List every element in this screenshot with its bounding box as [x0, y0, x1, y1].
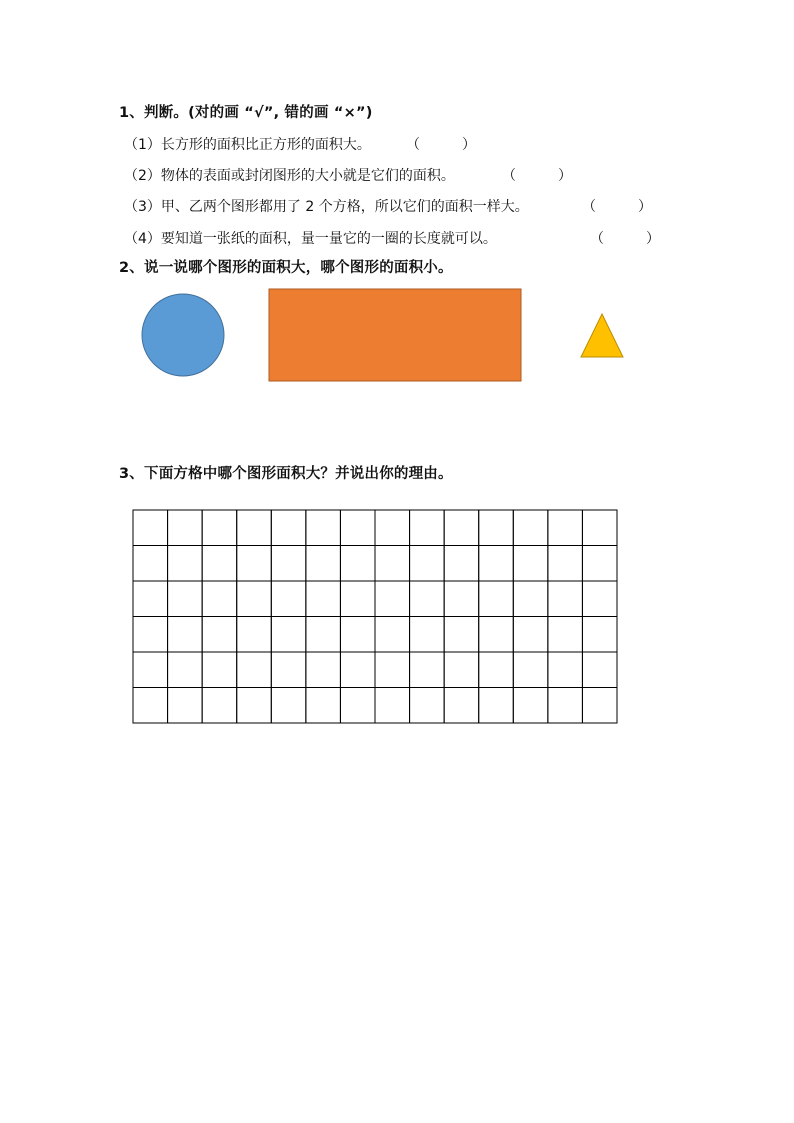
- grid-cell: [271, 581, 306, 617]
- grid-cell: [410, 652, 445, 688]
- grid-cell: [168, 546, 203, 582]
- grid-cell: [582, 617, 617, 653]
- item-text: （1）长方形的面积比正方形的面积大。: [124, 137, 371, 153]
- grid-cell: [168, 652, 203, 688]
- grid-cell: [168, 510, 203, 546]
- grid-cell: [133, 546, 168, 582]
- grid-cell: [168, 581, 203, 617]
- grid-cell: [548, 652, 583, 688]
- grid-cell: [582, 652, 617, 688]
- answer-paren-1[interactable]: （ ）: [406, 137, 476, 153]
- question-1-heading: 1、判断。(对的画 “√”, 错的画 “×”): [119, 105, 373, 121]
- grid-cell: [548, 688, 583, 724]
- grid-cell: [133, 652, 168, 688]
- grid-cell: [513, 688, 548, 724]
- grid-cell: [410, 581, 445, 617]
- grid-cell: [548, 617, 583, 653]
- question-2-heading: 2、说一说哪个图形的面积大，哪个图形的面积小。: [119, 260, 453, 276]
- grid-cell: [306, 581, 341, 617]
- grid-cell: [479, 581, 514, 617]
- item-text: （4）要知道一张纸的面积，量一量它的一圈的长度就可以。: [124, 231, 497, 247]
- grid-cell: [410, 617, 445, 653]
- question-3-heading: 3、下面方格中哪个图形面积大？并说出你的理由。: [119, 466, 453, 482]
- grid-cell: [271, 510, 306, 546]
- grid-cell: [582, 546, 617, 582]
- grid-cell: [444, 652, 479, 688]
- grid-cell: [479, 688, 514, 724]
- grid-cell: [375, 688, 410, 724]
- grid-cell: [513, 617, 548, 653]
- shapes-figure: [0, 0, 794, 400]
- grid-cell: [444, 688, 479, 724]
- grid-cell: [271, 652, 306, 688]
- grid-cell: [479, 617, 514, 653]
- yellow-triangle: [581, 314, 623, 357]
- answer-paren-2[interactable]: （ ）: [502, 168, 572, 184]
- answer-paren-4[interactable]: （ ）: [590, 231, 660, 247]
- grid-cell: [306, 510, 341, 546]
- grid-cell: [202, 510, 237, 546]
- grid-cell: [479, 652, 514, 688]
- grid-cell: [340, 581, 375, 617]
- grid-cell: [410, 688, 445, 724]
- grid-cell: [375, 546, 410, 582]
- grid-cell: [375, 510, 410, 546]
- grid-cell: [548, 581, 583, 617]
- blue-circle: [142, 294, 224, 376]
- grid-cell: [271, 688, 306, 724]
- grid-cell: [513, 652, 548, 688]
- grid-cell: [271, 546, 306, 582]
- grid-cell: [444, 546, 479, 582]
- grid-cell: [375, 617, 410, 653]
- grid-cell: [582, 581, 617, 617]
- square-grid: [132, 509, 618, 725]
- grid-cell: [306, 617, 341, 653]
- grid-cell: [237, 581, 272, 617]
- grid-cell: [237, 617, 272, 653]
- grid-cell: [513, 546, 548, 582]
- grid-cell: [306, 688, 341, 724]
- grid-cell: [410, 546, 445, 582]
- grid-cell: [479, 510, 514, 546]
- grid-cell: [340, 652, 375, 688]
- grid-cell: [375, 581, 410, 617]
- grid-cell: [340, 617, 375, 653]
- orange-rectangle: [269, 289, 521, 381]
- grid-cell: [548, 510, 583, 546]
- grid-cell: [168, 688, 203, 724]
- grid-cell: [444, 510, 479, 546]
- grid-cell: [133, 510, 168, 546]
- grid-cell: [410, 510, 445, 546]
- grid-cell: [513, 510, 548, 546]
- grid-cell: [444, 581, 479, 617]
- grid-cell: [133, 581, 168, 617]
- grid-cell: [237, 652, 272, 688]
- grid-cell: [202, 581, 237, 617]
- grid-cell: [168, 617, 203, 653]
- item-text: （2）物体的表面或封闭图形的大小就是它们的面积。: [124, 168, 455, 184]
- grid-cell: [133, 688, 168, 724]
- grid-cell: [202, 546, 237, 582]
- grid-cell: [582, 688, 617, 724]
- grid-cell: [340, 546, 375, 582]
- grid-cell: [271, 617, 306, 653]
- grid-cell: [513, 581, 548, 617]
- grid-cell: [375, 652, 410, 688]
- grid-cell: [202, 617, 237, 653]
- grid-cell: [548, 546, 583, 582]
- grid-cell: [237, 546, 272, 582]
- grid-cell: [582, 510, 617, 546]
- grid-cell: [237, 688, 272, 724]
- grid-cell: [306, 546, 341, 582]
- item-text: （3）甲、乙两个图形都用了 2 个方格，所以它们的面积一样大。: [124, 199, 529, 215]
- grid-cell: [237, 510, 272, 546]
- grid-cell: [444, 617, 479, 653]
- grid-cell: [340, 510, 375, 546]
- answer-paren-3[interactable]: （ ）: [582, 199, 652, 215]
- grid-cell: [306, 652, 341, 688]
- grid-cell: [133, 617, 168, 653]
- grid-cell: [202, 688, 237, 724]
- grid-cell: [340, 688, 375, 724]
- grid-cell: [202, 652, 237, 688]
- grid-cell: [479, 546, 514, 582]
